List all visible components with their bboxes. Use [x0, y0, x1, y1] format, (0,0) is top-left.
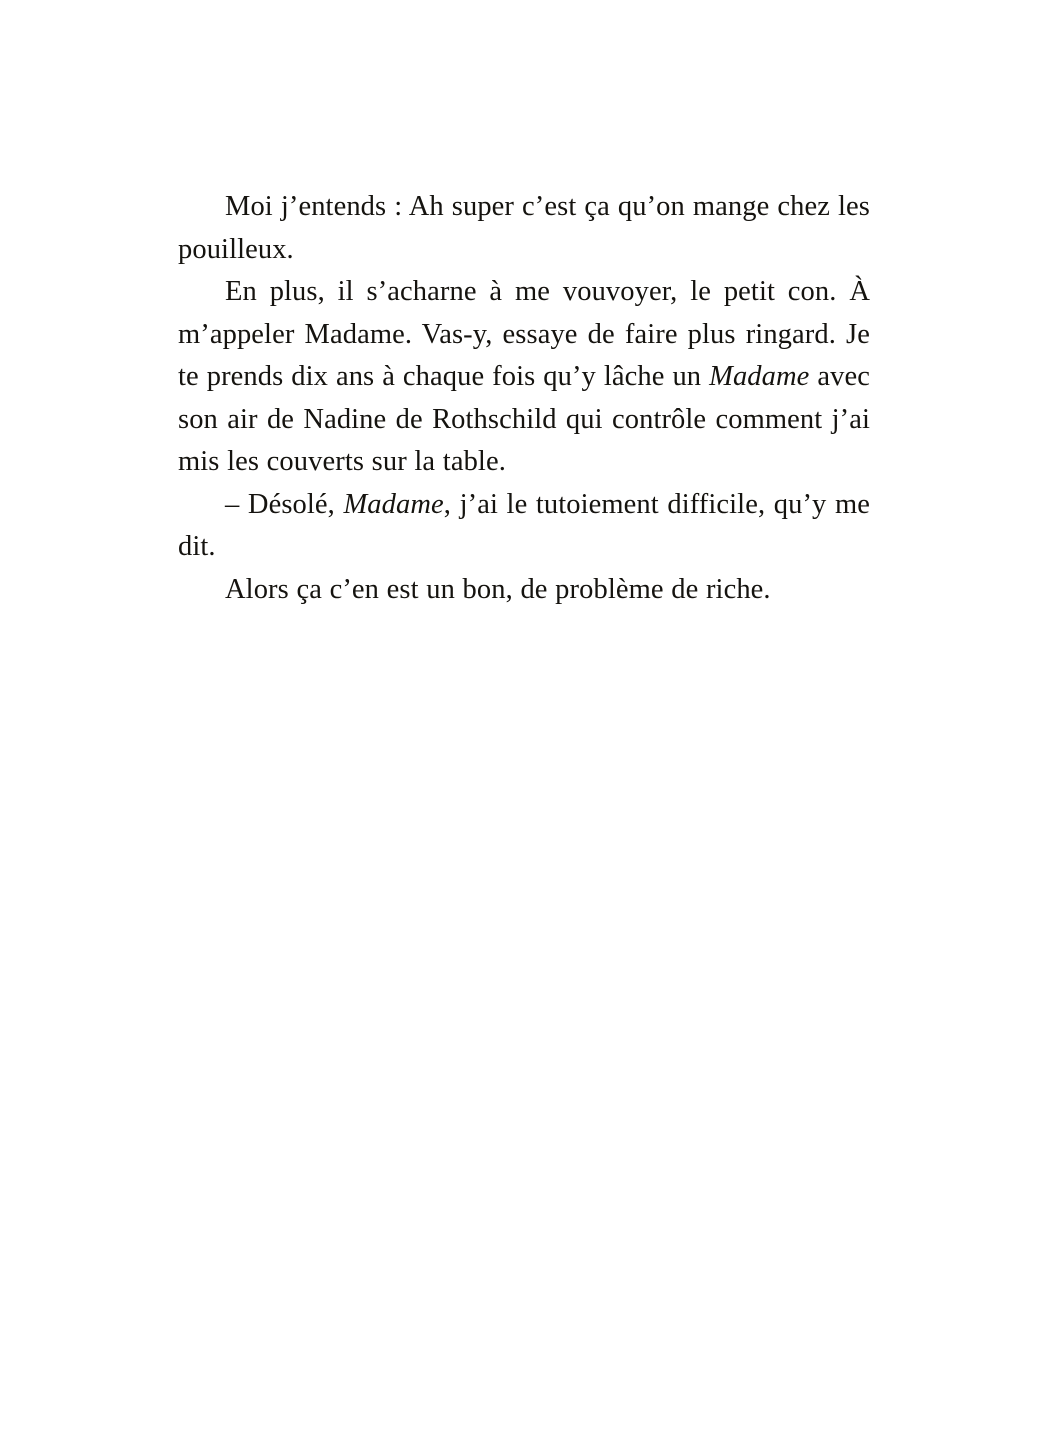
body-text: – Désolé,	[225, 488, 344, 520]
paragraph	[178, 186, 870, 271]
body-text: , j’ai le tutoiement difficile, qu’y me dit.	[178, 488, 870, 562]
body-text: avec son air de Nadine de Rothschild qui contrôle comment j’ai mis les couverts sur la table.	[178, 361, 870, 477]
body-text: Alors ça c’en est un bon, de problème de riche.	[225, 573, 771, 605]
body-text: Moi j’entends : Ah super c’est ça qu’on mange chez les pouilleux.	[178, 191, 870, 265]
paragraph	[178, 484, 870, 569]
emphasis-text: Madame	[709, 361, 810, 392]
body-text: En plus, il s’acharne à me vouvoyer, le petit con. À m’appeler Madame. Vas-y, essaye de faire plus ringard. Je te prends dix ans à chaque fois qu’y lâche un	[178, 276, 870, 392]
emphasis-text: Madame	[343, 488, 444, 520]
paragraph	[178, 569, 870, 612]
page-text-body	[178, 186, 870, 611]
paragraph	[178, 271, 870, 484]
